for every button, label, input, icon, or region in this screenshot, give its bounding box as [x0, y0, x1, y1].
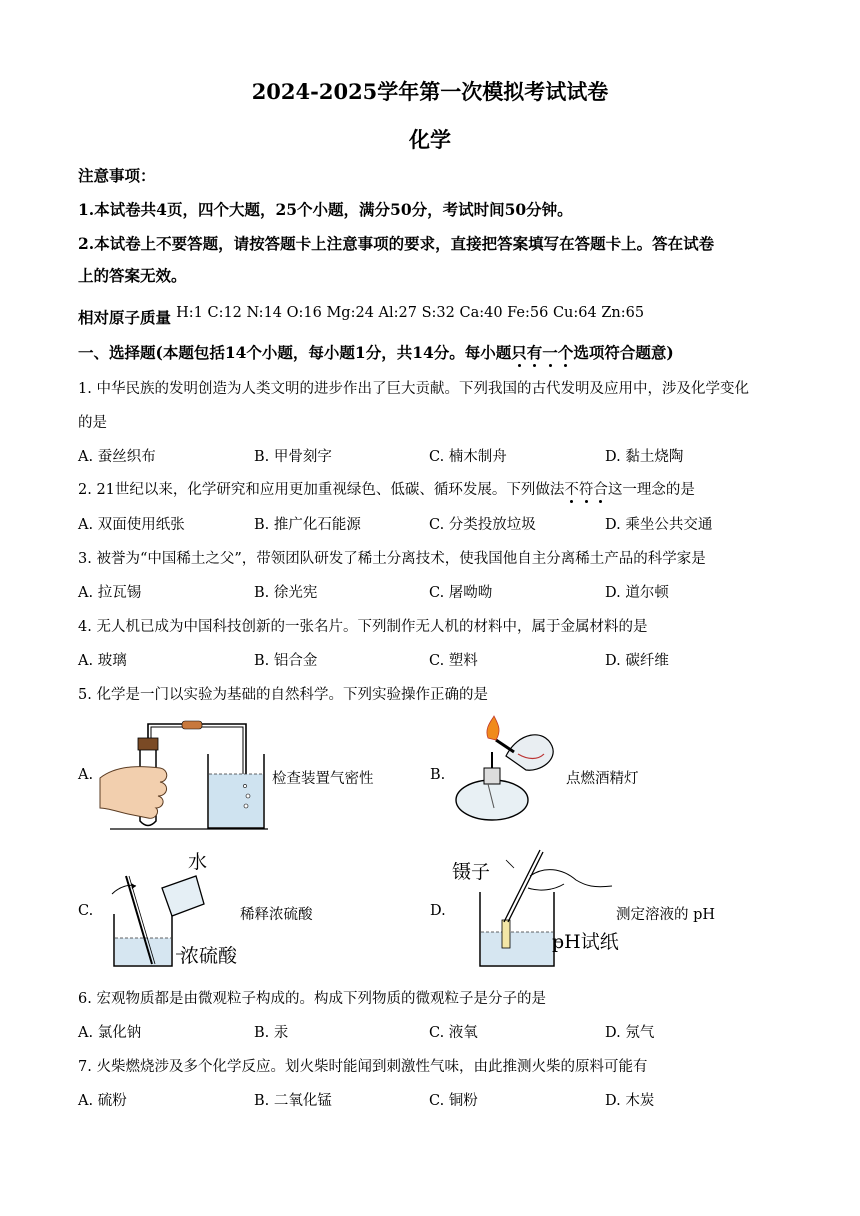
- q5-option-c-letter: C.: [78, 903, 94, 919]
- q5-option-b-caption: 点燃酒精灯: [566, 771, 639, 787]
- q1-option-b: B. 甲骨刻字: [254, 449, 332, 465]
- q5-option-a-letter: A.: [78, 767, 94, 783]
- alcohol-lamp-figure: [448, 716, 562, 830]
- q1-option-c: C. 楠木制舟: [429, 449, 507, 465]
- q1-option-a: A. 蚕丝织布: [78, 449, 156, 465]
- question-3-stem: 3. 被誉为“中国稀土之父”，带领团队研发了稀土分离技术，使我国他自主分离稀土产品的科学家是: [78, 551, 706, 567]
- q4-option-a: A. 玻璃: [78, 653, 127, 669]
- q2-option-d: D. 乘坐公共交通: [605, 517, 713, 533]
- question-7-stem: 7. 火柴燃烧涉及多个化学反应。划火柴时能闻到刺激性气味，由此推测火柴的原料可能有: [78, 1059, 648, 1075]
- section-1-heading: 一、选择题(本题包括14个小题，每小题1分，共14分。每小题只有一个选项符合题意): [78, 343, 674, 362]
- q6-option-a: A. 氯化钠: [78, 1025, 142, 1041]
- ph-paper-label: pH试纸: [552, 931, 619, 953]
- notice-heading: 注意事项：: [78, 166, 156, 185]
- q6-option-b: B. 汞: [254, 1025, 289, 1041]
- q2-option-b: B. 推广化石能源: [254, 517, 361, 533]
- q3-option-a: A. 拉瓦锡: [78, 585, 142, 601]
- atomic-mass-label: 相对原子质量: [78, 308, 172, 327]
- q4-option-c: C. 塑料: [429, 653, 478, 669]
- water-label: 水: [188, 851, 208, 873]
- notice-item-1: 1.本试卷共4页，四个大题，25个小题，满分50分，考试时间50分钟。: [78, 200, 573, 219]
- q5-option-d-caption: 测定溶液的 pH: [616, 907, 716, 923]
- atomic-mass-line: [78, 300, 645, 327]
- q5-option-a-caption: 检查装置气密性: [272, 771, 374, 787]
- conc-acid-label: 浓硫酸: [180, 945, 238, 967]
- question-6-stem: 6. 宏观物质都是由微观粒子构成的。构成下列物质的微观粒子是分子的是: [78, 991, 546, 1007]
- q2-option-a: A. 双面使用纸张: [78, 517, 185, 533]
- question-5-stem: 5. 化学是一门以实验为基础的自然科学。下列实验操作正确的是: [78, 687, 488, 703]
- subject-title: 化学: [409, 127, 451, 152]
- q1-option-d: D. 黏土烧陶: [605, 449, 684, 465]
- atomic-mass-values: H:1 C:12 N:14 O:16 Mg:24 Al:27 S:32 Ca:40 Fe:56 Cu:64 Zn:65: [176, 305, 645, 321]
- q4-option-b: B. 铝合金: [254, 653, 318, 669]
- q3-option-c: C. 屠呦呦: [429, 585, 493, 601]
- exam-title: 2024-2025学年第一次模拟考试试卷: [251, 79, 609, 104]
- q3-option-d: D. 道尔顿: [605, 585, 669, 601]
- q6-option-c: C. 液氧: [429, 1025, 478, 1041]
- question-2-stem: 2. 21世纪以来，化学研究和应用更加重视绿色、低碳、循环发展。下列做法不符合这一理念的是: [78, 482, 695, 498]
- q5-option-d-letter: D.: [430, 903, 446, 919]
- q7-option-b: B. 二氧化锰: [254, 1093, 332, 1109]
- question-1-stem-cont: 的是: [78, 415, 107, 431]
- airtightness-check-figure: [98, 716, 270, 834]
- q5-option-c-caption: 稀释浓硫酸: [240, 907, 313, 923]
- q6-option-d: D. 氖气: [605, 1025, 655, 1041]
- notice-item-2-line-1: 2.本试卷上不要答题，请按答题卡上注意事项的要求，直接把答案填写在答题卡上。答在试卷: [78, 234, 715, 253]
- question-4-stem: 4. 无人机已成为中国科技创新的一张名片。下列制作无人机的材料中，属于金属材料的是: [78, 619, 648, 635]
- q4-option-d: D. 碳纤维: [605, 653, 669, 669]
- question-1-stem: 1. 中华民族的发明创造为人类文明的进步作出了巨大贡献。下列我国的古代发明及应用中，涉及化学变化: [78, 381, 749, 397]
- q7-option-d: D. 木炭: [605, 1093, 655, 1109]
- q2-option-c: C. 分类投放垃圾: [429, 517, 536, 533]
- q5-option-b-letter: B.: [430, 767, 446, 783]
- tweezers-label: 镊子: [452, 861, 491, 883]
- q7-option-a: A. 硫粉: [78, 1093, 127, 1109]
- q7-option-c: C. 铜粉: [429, 1093, 478, 1109]
- notice-item-2-line-2: 上的答案无效。: [78, 266, 187, 285]
- q3-option-b: B. 徐光宪: [254, 585, 318, 601]
